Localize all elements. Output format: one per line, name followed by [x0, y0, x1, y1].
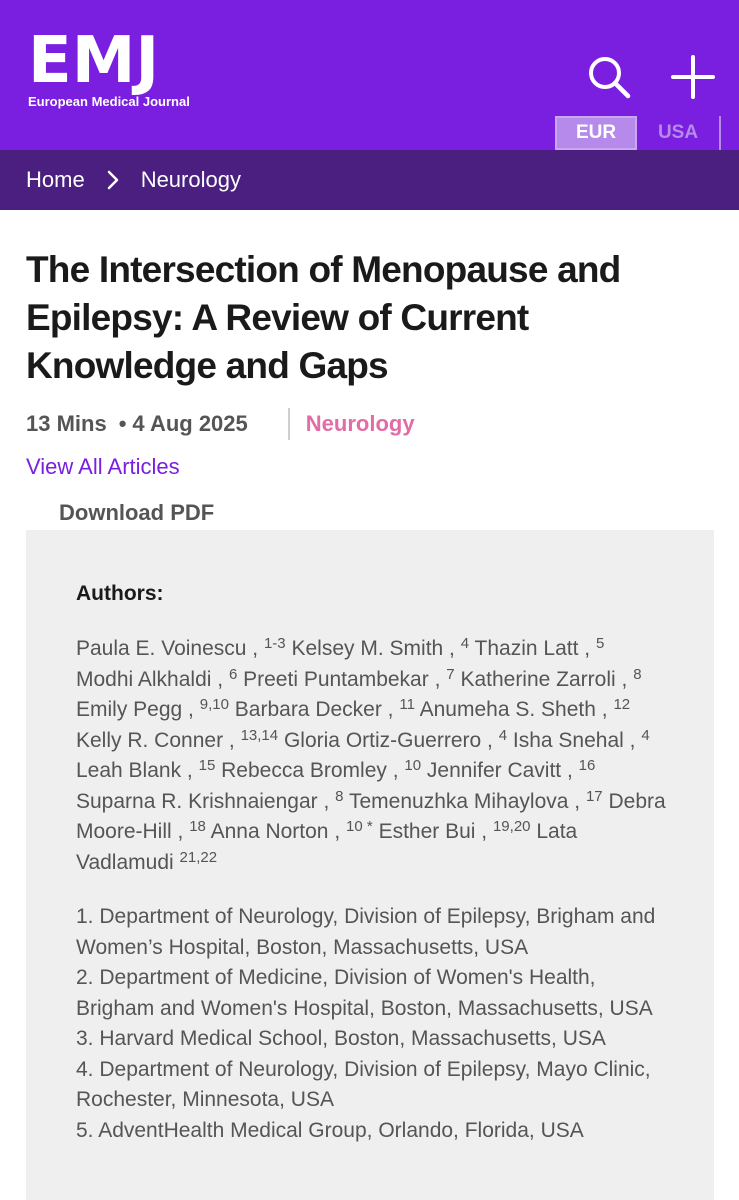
author-affiliation-ref: 12: [613, 696, 631, 713]
author-affiliation-ref: 16: [578, 757, 596, 774]
author-name: Leah Blank: [76, 759, 182, 782]
region-eur-tab[interactable]: EUR: [555, 116, 637, 150]
affiliation-item: 4. Department of Neurology, Division of Epilepsy, Mayo Clinic, Rochester, Minnesota, USA: [76, 1057, 651, 1111]
search-icon[interactable]: [586, 54, 632, 100]
breadcrumb-neurology[interactable]: Neurology: [140, 167, 241, 192]
author-affiliation-ref: 1-3: [263, 635, 286, 652]
author-name: Lata Vadlamudi: [76, 820, 578, 874]
author-name: Temenuzhka Mihaylova: [348, 789, 569, 813]
author-name: Debra Moore-Hill: [76, 789, 666, 843]
authors-panel: [26, 530, 714, 1200]
author-affiliation-ref: 10 *: [346, 818, 373, 835]
author-affiliation-ref: 5: [595, 635, 605, 652]
site-header: [0, 0, 739, 150]
breadcrumb: [0, 150, 739, 210]
author-name: Thazin Latt: [474, 637, 579, 660]
author-affiliation-ref: 7: [446, 665, 455, 683]
author-affiliation-ref: 4: [460, 635, 470, 652]
author-affiliation-ref: 4: [641, 726, 650, 744]
author-name: Esther Bui: [378, 820, 476, 843]
author-name: Kelsey M. Smith: [291, 637, 444, 660]
author-name: Barbara Decker: [234, 698, 382, 721]
affiliation-item: 1. Department of Neurology, Division of Epilepsy, Brigham and Women’s Hospital, Boston, Massachusetts, USA: [76, 905, 656, 959]
affiliations-list: [76, 902, 676, 1146]
plus-icon[interactable]: [670, 54, 716, 100]
author-name: Katherine Zarroli: [460, 667, 616, 691]
author-name: Emily Pegg: [76, 698, 183, 721]
authors-list: Paula E. Voinescu , $^{1-3}$ Kelsey M. Smith , $^4$ Thazin Latt , $^5$ Modhi Alkhaldi , $^6$ Preeti Puntambekar , $^7$ Katherine Zarroli , $^8$ Emily Pegg , $^{9,10}$ Barbara Decker , $^{11}$ Anumeha S. Sheth , $^{12}$ Kelly R. Conner , $^{13,14}$ Gloria Ortiz-Guerrero , $^4$ Isha Snehal , $^4$ Leah Blank , $^{15}$ Rebecca Bromley , $^{10}$ Jennifer Cavitt , $^{16}$ Suparna R. Krishnaiengar , $^8$ Temenuzhka Mihaylova , $^{17}$ Debra Moore-Hill , $^{18}$ Anna Norton , $^{10 *}$ Esther Bui , $^{19,20}$ Lata Vadlamudi $^{21,22}$: [76, 635, 666, 874]
author-name: Modhi Alkhaldi: [76, 667, 212, 691]
author-affiliation-ref: 10: [404, 757, 422, 774]
bullet-separator: •: [118, 411, 127, 436]
author-affiliation-ref: 18: [189, 818, 206, 835]
download-pdf-button[interactable]: Download PDF: [59, 500, 215, 525]
author-affiliation-ref: 8: [633, 665, 642, 683]
authors-label: Authors:: [76, 582, 164, 605]
category-link[interactable]: Neurology: [305, 411, 415, 436]
author-name: Kelly R. Conner: [76, 728, 224, 752]
author-name: Suparna R. Krishnaiengar: [76, 789, 318, 813]
view-all-articles-link[interactable]: View All Articles: [26, 454, 180, 479]
affiliation-item: 2. Department of Medicine, Division of Women's Health, Brigham and Women's Hospital, Boston, Massachusetts, USA: [76, 966, 653, 1020]
affiliation-item: 3. Harvard Medical School, Boston, Massachusetts, USA: [76, 1027, 606, 1050]
publish-date: 4 Aug 2025: [132, 411, 248, 436]
author-name: Gloria Ortiz-Guerrero: [283, 728, 482, 752]
author-affiliation-ref: 17: [585, 787, 603, 805]
author-affiliation-ref: 9,10: [199, 696, 229, 713]
author-name: Anna Norton: [210, 820, 329, 843]
author-affiliation-ref: 15: [198, 757, 216, 774]
author-affiliation-ref: 4: [498, 726, 508, 744]
region-usa-tab[interactable]: USA: [637, 116, 721, 150]
read-time: 13 Mins: [26, 411, 107, 436]
article-title: The Intersection of Menopause and Epilepsy: A Review of Current Knowledge and Gaps: [26, 249, 621, 386]
meta-divider: [288, 408, 290, 440]
chevron-right-icon: [107, 170, 119, 190]
author-affiliation-ref: 13,14: [240, 726, 279, 744]
author-name: Preeti Puntambekar: [243, 667, 429, 691]
logo-subtitle: European Medical Journal: [28, 94, 190, 109]
emj-logo[interactable]: [28, 24, 190, 109]
author-name: Rebecca Bromley: [221, 759, 387, 782]
author-affiliation-ref: 19,20: [492, 818, 531, 835]
author-affiliation-ref: 8: [335, 787, 344, 805]
author-affiliation-ref: 11: [399, 696, 415, 713]
author-name: Paula E. Voinescu: [76, 637, 247, 660]
breadcrumb-home[interactable]: Home: [26, 167, 85, 192]
author-name: Isha Snehal: [512, 728, 624, 752]
logo-mark: EMJ: [28, 24, 160, 98]
article-meta: [26, 408, 415, 440]
author-affiliation-ref: 6: [228, 665, 238, 683]
author-affiliation-ref: 21,22: [179, 848, 218, 866]
author-name: Jennifer Cavitt: [426, 759, 562, 782]
author-name: Anumeha S. Sheth: [419, 698, 596, 721]
affiliation-item: 5. AdventHealth Medical Group, Orlando, Florida, USA: [76, 1118, 584, 1142]
